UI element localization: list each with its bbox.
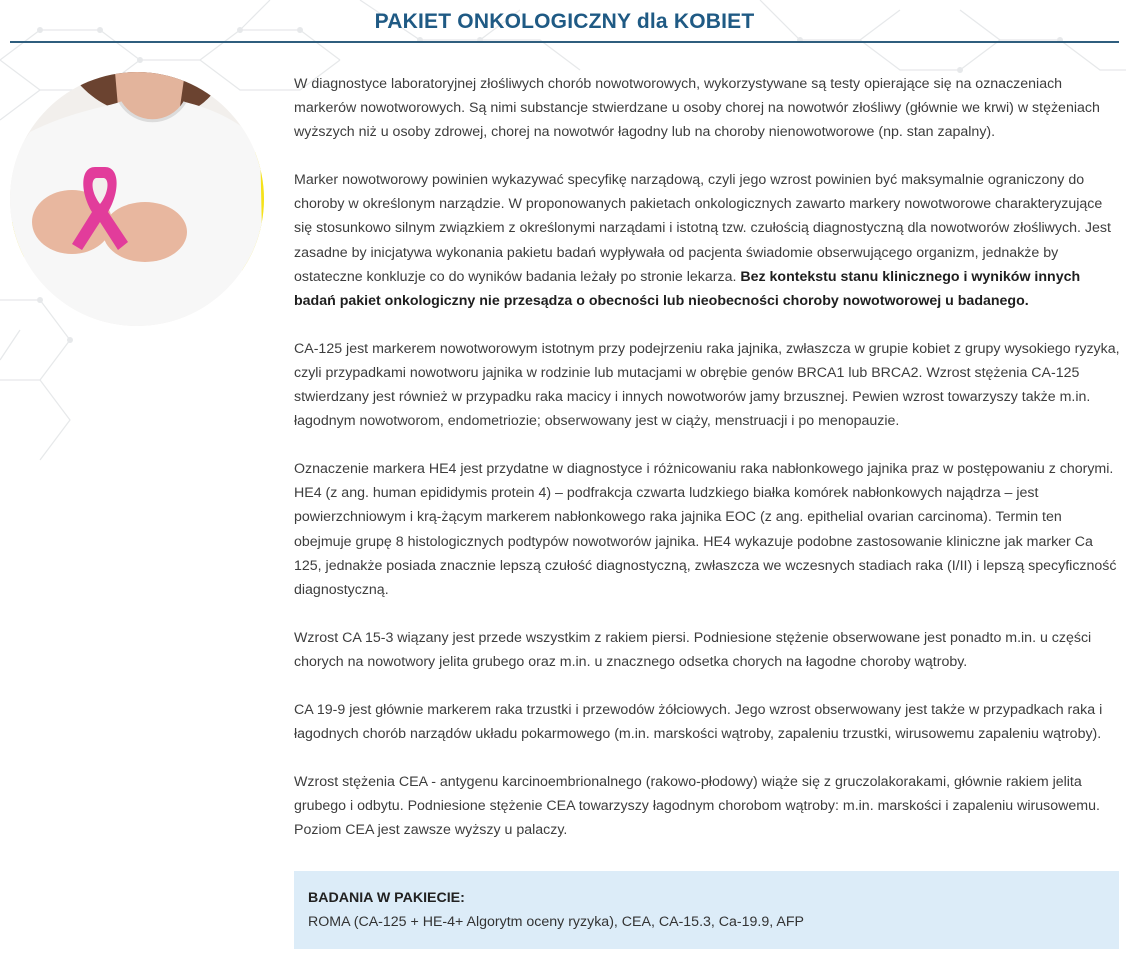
intro-paragraph: W diagnostyce laboratoryjnej złośliwych chorób nowotworowych, wykorzystywane są testy opierające się na oznaczeniach markerów nowotworowych. Są nimi substancje stwierdzane u osoby chorej na nowotwór złośliwy (głównie we krwi) w stężeniach wyższych niż u osoby zdrowej, chorej na nowotwór łagodny lub na choroby nienowotworowe (np. stan zapalny). [294,76,1100,141]
package-tests-title: BADANIA W PAKIECIE: [308,890,465,906]
ca199-paragraph: CA 19-9 jest głównie markerem raka trzustki i przewodów żółciowych. Jego wzrost obserwowany jest także w przypadkach raka i łagodnych chorób narządów układu pokarmowego (m.in. marskości wątroby, zapaleniu trzustki, wirusowemu zapaleniu wątroby). [294,701,1103,743]
he4-paragraph: Oznaczenie markera HE4 jest przydatne w diagnostyce i różnicowaniu raka nabłonkowego jajnika praz w postępowaniu z chorymi. HE4 (z ang. human epididymis protein 4) – podfrakcja czwarta ludzkiego białka komórek nabłonkowych najądrza – jest powierzchniowym i krą-żącym markerem nabłonkowego raka jajnika EOC (z ang. epithelial ovarian carcinoma). Termin ten obejmuje grupę 8 histologicznych podtypów nowotworów jajnika. HE4 wykazuje podobne zastosowanie kliniczne jak marker Ca 125, jednakże posiada znacznie lepszą czułość diagnostyczną, zwłaszcza we wczesnych stadiach raka (I/II) i lepszą specyficzność diagnostyczną. [294,461,1117,598]
disclaimer-text: Bez kontekstu stanu klinicznego i wyników innych badań pakiet onkologiczny nie przesądza o obecności lub nieobecności choroby nowotworowej u badanego. [294,268,1081,309]
ca153-paragraph: Wzrost CA 15-3 wiązany jest przede wszystkim z rakiem piersi. Podniesione stężenie obserwowane jest ponadto m.in. u części chorych na nowotwory jelita grubego oraz m.in. u znacznego odsetka chorych na łagodne choroby wątroby. [294,629,1092,670]
ca125-paragraph: CA-125 jest markerem nowotworowym istotnym przy podejrzeniu raka jajnika, zwłaszcza w grupie kobiet z grupy wysokiego ryzyka, czyli przypadkami nowotworu jajnika w rodzinie lub mutacjami w obrębie genów BRCA1 lub BRCA2. Wzrost stężenia CA-125 stwierdzany jest również w przypadku raka macicy i innych nowotworów jamy brzusznej. Pewien wzrost towarzyszy także m.in. łagodnym nowotworom, endometriozie; obserwowany jest w ciąży, menstruacji i po menopauzie. [294,340,1120,430]
page-title: PAKIET ONKOLOGICZNY dla KOBIET [374,10,755,33]
ribbon-photo [10,72,264,326]
package-tests-list: ROMA (CA-125 + HE-4+ Algorytm oceny ryzyka), CEA, CA-15.3, Ca-19.9, AFP [308,914,804,930]
cea-paragraph: Wzrost stężenia CEA - antygenu karcinoembrionalnego (rakowo-płodowy) wiąże się z gruczolakorakami, głównie rakiem jelita grubego i odbytu. Podniesione stężenie CEA towarzyszy łagodnym chorobom wątroby: m.in. marskości i zapaleniu wirusowemu. Poziom CEA jest zawsze wyższy u palaczy. [294,774,1100,839]
article-content [294,72,1122,866]
package-tests-box [294,871,1119,949]
pink-ribbon-illustration [10,72,264,326]
page-header [10,0,1119,43]
title-divider [10,41,1119,43]
specificity-text: Marker nowotworowy powinien wykazywać specyfikę narządową, czyli jego wzrost powinien być maksymalnie ograniczony do choroby w określonym narządzie. W proponowanych pakietach onkologicznych zawarto markery nowotworowe charakteryzujące się stosunkowo silnym związkiem z określonymi narządami i istotną tzw. czułością diagnostyczną dla nowotworów złośliwych. Jest zasadne by inicjatywa wykonania pakietu badań wypływała od pacjenta świadomie obserwującego organizm, jednakże by ostateczne konkluzje co do wyników badania leżały po stronie lekarza. [294,172,1111,285]
specificity-paragraph [294,168,1122,313]
